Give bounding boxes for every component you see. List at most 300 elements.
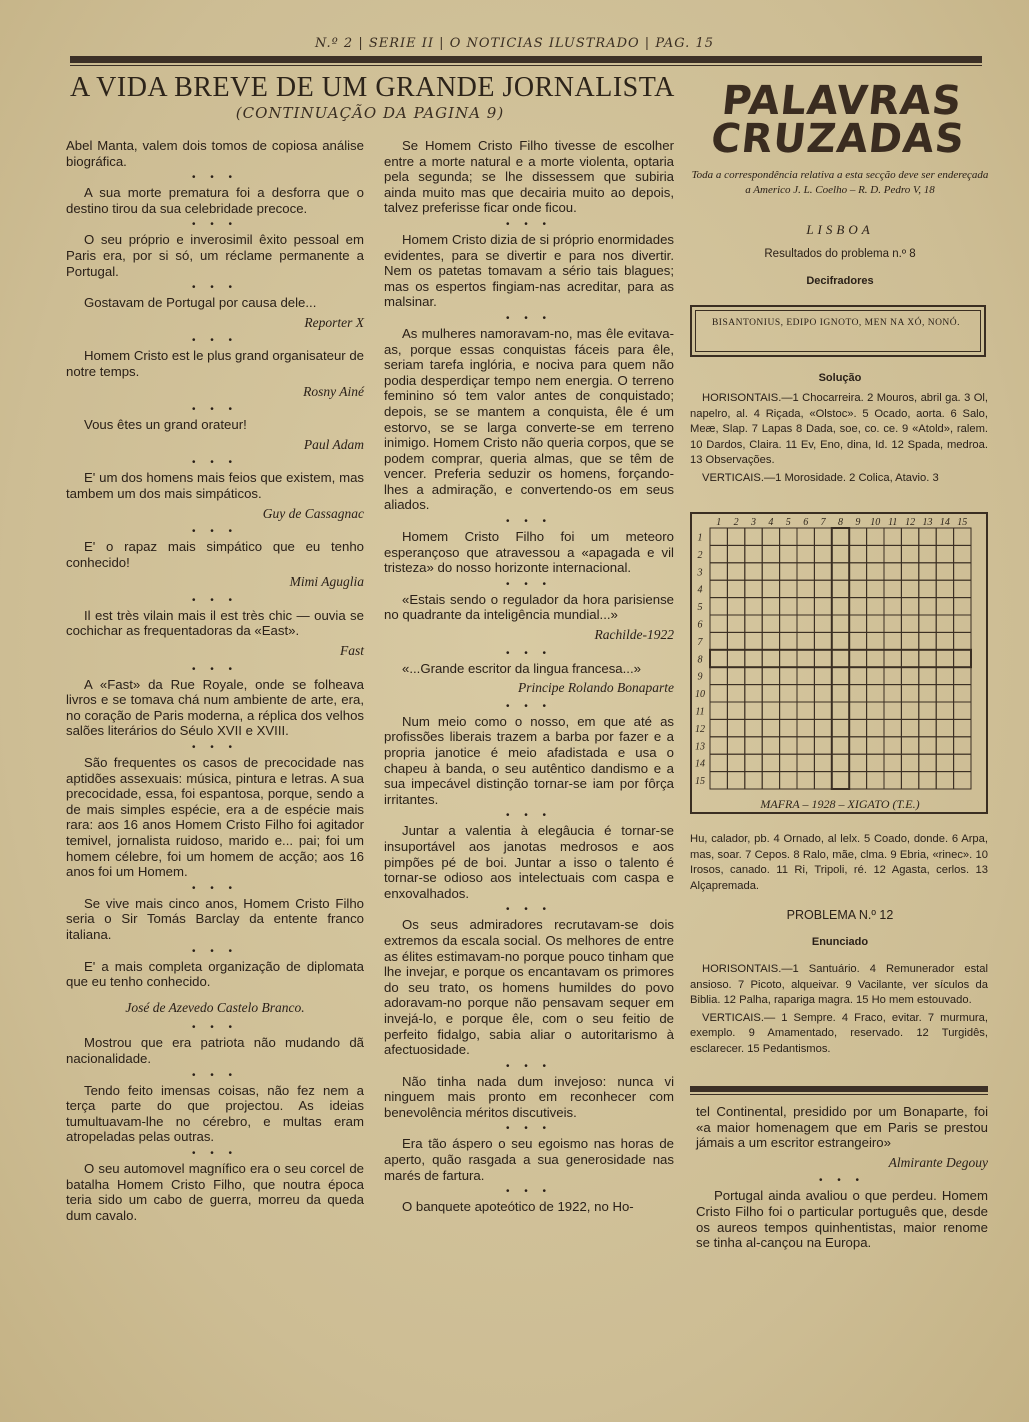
grid-cross-band	[710, 650, 971, 667]
grid-cell	[797, 772, 814, 789]
signature: José de Azevedo Castelo Branco.	[125, 999, 305, 1015]
results-heading: Resultados do problema n.º 8	[764, 248, 916, 260]
grid-cell	[954, 685, 971, 702]
grid-cell	[901, 702, 918, 719]
attribution: Almirante Degouy	[888, 1154, 988, 1170]
separator-dots: • • •	[191, 1069, 239, 1081]
grid-cell	[710, 615, 727, 632]
grid-cell	[762, 702, 779, 719]
paragraph: Abel Manta, valem dois tomos de copiosa análise biográfica.	[66, 138, 364, 169]
grid-cell	[710, 667, 727, 684]
grid-cell	[762, 545, 779, 562]
grid-cell	[710, 580, 727, 597]
grid-cell	[849, 632, 866, 649]
grid-cell	[745, 702, 762, 719]
grid-cell	[762, 737, 779, 754]
grid-cell	[936, 650, 953, 667]
attribution: Rachilde-1922	[594, 627, 674, 643]
grid-row-number: 2	[697, 549, 703, 561]
crossword-city: LISBOA	[806, 222, 874, 237]
grid-cell	[901, 563, 918, 580]
grid-cell	[954, 545, 971, 562]
grid-cell	[884, 719, 901, 736]
grid-row-number: 8	[697, 654, 703, 666]
grid-cell	[780, 632, 797, 649]
separator-dots: • • •	[505, 700, 553, 712]
grid-cell	[762, 667, 779, 684]
grid-cell	[867, 545, 884, 562]
grid-cell	[814, 545, 831, 562]
crossword-title-line2: CRUZADAS	[708, 116, 968, 162]
paragraph: Vous êtes un grand orateur!	[84, 417, 247, 433]
grid-cell	[936, 702, 953, 719]
grid-cell	[780, 528, 797, 545]
paragraph: Homem Cristo est le plus grand organisateur de notre temps.	[66, 348, 365, 379]
grid-cell	[797, 650, 814, 667]
grid-cell	[780, 685, 797, 702]
grid-cell	[936, 632, 953, 649]
grid-cell	[954, 667, 971, 684]
grid-cell	[849, 719, 866, 736]
grid-cell	[884, 737, 901, 754]
attribution: Fast	[339, 643, 364, 659]
grid-cell	[745, 737, 762, 754]
grid-cell	[919, 772, 936, 789]
separator-dots: • • •	[818, 1175, 866, 1187]
grid-cell	[814, 632, 831, 649]
paragraph: Homem Cristo Filho foi um meteoro esperançoso que atravessou a «apagada e vil tristeza» do nosso horizonte internacional.	[384, 529, 674, 576]
grid-row-number: 4	[697, 584, 703, 596]
grid-column-number: 1	[716, 517, 722, 528]
grid-cell	[762, 719, 779, 736]
grid-cell	[849, 580, 866, 597]
grid-cell	[901, 737, 918, 754]
grid-cell	[901, 580, 918, 597]
grid-cell	[814, 685, 831, 702]
grid-cell	[727, 598, 744, 615]
grid-cell	[867, 563, 884, 580]
grid-cell	[884, 615, 901, 632]
separator-dots: • • •	[191, 594, 239, 606]
grid-cell	[710, 754, 727, 771]
grid-column-number: 13	[922, 517, 933, 528]
article-title: A VIDA BREVE DE UM GRANDE JORNALISTA	[70, 72, 675, 103]
grid-cell	[727, 563, 744, 580]
grid-cell	[832, 702, 849, 719]
grid-cell	[867, 719, 884, 736]
grid-cell	[867, 528, 884, 545]
separator-dots: • • •	[505, 516, 553, 528]
grid-cell	[849, 737, 866, 754]
paragraph: Os seus admiradores recrutavam-se dois extremos da escala social. Os melhores de entre as élites estimavam-no porque pouco tinham que lhe invejar, e porque os encantavam os primores do seu trato, os homens humildes do povo adoravam-no porque não pensavam sequer em invejá-lo, e porque êle, com o seu feitio de perfeito fidalgo, sabia aliar o autoritarismo à afectuosidade.	[384, 917, 674, 1058]
grid-cell	[901, 685, 918, 702]
grid-cell	[936, 719, 953, 736]
grid-cell	[710, 702, 727, 719]
attribution: Rosny Ainé	[303, 383, 364, 399]
grid-cell	[727, 615, 744, 632]
separator-dots: • • •	[191, 882, 239, 894]
grid-cell	[867, 632, 884, 649]
grid-cell	[797, 580, 814, 597]
grid-cell	[832, 772, 849, 789]
grid-cell	[780, 580, 797, 597]
separator-dots: • • •	[191, 742, 239, 754]
grid-cell	[901, 772, 918, 789]
grid-cell	[797, 528, 814, 545]
grid-cell	[849, 615, 866, 632]
grid-cell	[884, 632, 901, 649]
grid-cell	[954, 615, 971, 632]
grid-cell	[727, 754, 744, 771]
grid-cell	[936, 772, 953, 789]
paragraph: Tendo feito imensas coisas, não fez nem a terça parte do que projectou. As ideias tumultuavam-lhe no cérebro, e multas eram atropeladas pelas outras.	[66, 1082, 364, 1145]
attribution: Mimi Aguglia	[289, 574, 364, 590]
grid-cell	[780, 754, 797, 771]
grid-cell	[710, 685, 727, 702]
grid-cell	[727, 772, 744, 789]
grid-cell	[710, 650, 727, 667]
grid-cell	[901, 632, 918, 649]
grid-cell	[710, 545, 727, 562]
grid-cell	[832, 563, 849, 580]
grid-cell	[814, 737, 831, 754]
separator-dots: • • •	[191, 945, 239, 957]
grid-cell	[901, 650, 918, 667]
grid-cell	[780, 545, 797, 562]
grid-cell	[919, 598, 936, 615]
article-subtitle: (CONTINUAÇÃO DA PAGINA 9)	[235, 104, 505, 122]
grid-cell	[814, 615, 831, 632]
grid-cell	[884, 580, 901, 597]
grid-cell	[710, 719, 727, 736]
grid-cell	[797, 615, 814, 632]
separator-dots: • • •	[505, 904, 553, 916]
paragraph: Homem Cristo dizia de si próprio enormidades evidentes, para se divertir e para nos divertir. Nem os patetas tomavam a sério tais blagues; mas os espertos fingiam-nas acreditar, para as malsinar.	[384, 231, 674, 310]
top-rule	[70, 56, 982, 63]
grid-cell	[919, 667, 936, 684]
grid-cell	[727, 702, 744, 719]
grid-row-number: 13	[695, 741, 705, 753]
attribution: Guy de Cassagnac	[262, 505, 364, 521]
grid-cell	[919, 737, 936, 754]
grid-cell	[814, 772, 831, 789]
grid-column-number: 2	[733, 517, 739, 528]
grid-cell	[936, 580, 953, 597]
grid-cell	[849, 650, 866, 667]
grid-cell	[710, 632, 727, 649]
paragraph: Mostrou que era patriota não mudando dã nacionalidade.	[66, 1035, 364, 1066]
grid-cell	[849, 667, 866, 684]
grid-cell	[849, 545, 866, 562]
grid-cell	[849, 754, 866, 771]
problem-horizontals: HORISONTAIS.—1 Santuário. 4 Remunerador estal ansioso. 7 Picoto, alqueivar. 9 Vacilante, ver sículos da Biblia. 12 Palha, rapariga magra. 15 Ho mem estouvado.	[690, 963, 988, 1006]
crossword-title	[686, 78, 994, 162]
grid-cell	[954, 632, 971, 649]
solution-horizontals: HORISONTAIS.—1 Chocarreira. 2 Mouros, abril ga. 3 Ol, napelro, al. 4 Riçada, «Olstoc». 5 Ocado, aorta. 6 Salo, Meæ, Slap. 7 Lapas 8 Dada, soe, co. ce. 9 «Atold», ralem. 10 Dardos, Claira. 11 Ev, Eno, dina, Id. 12 Spada, medroa. 13 Observações.	[690, 392, 988, 466]
grid-cell	[936, 545, 953, 562]
grid-column-number: 7	[820, 517, 826, 528]
grid-cell	[832, 650, 849, 667]
grid-cell	[901, 545, 918, 562]
problem-subtitle: Enunciado	[811, 936, 869, 948]
grid-row-number: 7	[697, 636, 703, 648]
grid-cell	[849, 528, 866, 545]
grid-column-number: 8	[838, 517, 843, 528]
grid-row-number: 11	[695, 706, 705, 718]
grid-cell	[727, 580, 744, 597]
grid-cell	[954, 580, 971, 597]
grid-cell	[849, 685, 866, 702]
paragraph: Gostavam de Portugal por causa dele...	[84, 295, 317, 311]
grid-cell	[727, 737, 744, 754]
separator-dots: • • •	[191, 1022, 239, 1034]
grid-credit: MAFRA – 1928 – XIGATO (T.E.)	[760, 797, 920, 811]
grid-cell	[727, 545, 744, 562]
attribution: Reporter X	[304, 314, 364, 330]
separator-dots: • • •	[191, 526, 239, 538]
separator-dots: • • •	[191, 219, 239, 231]
grid-cell	[867, 650, 884, 667]
grid-column-number: 9	[855, 517, 861, 528]
grid-cell	[919, 685, 936, 702]
grid-cell	[832, 580, 849, 597]
top-rule-thin	[70, 65, 982, 66]
grid-cell	[867, 598, 884, 615]
separator-dots: • • •	[505, 312, 553, 324]
grid-cell	[745, 650, 762, 667]
grid-cell	[954, 754, 971, 771]
grid-cell	[762, 563, 779, 580]
grid-column-number: 4	[768, 517, 774, 528]
grid-cell	[936, 737, 953, 754]
grid-cell	[710, 563, 727, 580]
grid-cell	[901, 598, 918, 615]
grid-cell	[936, 615, 953, 632]
grid-cell	[954, 563, 971, 580]
grid-cell	[745, 598, 762, 615]
grid-cell	[780, 667, 797, 684]
grid-frame	[691, 513, 987, 813]
paragraph: O seu automovel magnífico era o seu corcel de batalha Homem Cristo Filho, que noutra época teria sido um cabo de guerra, morreu da queda dum cavalo.	[66, 1160, 364, 1223]
grid-cell	[814, 598, 831, 615]
paragraph: O banquete apoteótico de 1922, no Ho-	[402, 1199, 634, 1215]
grid-cell	[745, 667, 762, 684]
grid-cell	[797, 702, 814, 719]
paragraph: «Estais sendo o regulador da hora parisiense no quadrante da inteligência mundial...»	[384, 591, 674, 623]
separator-dots: • • •	[505, 1123, 553, 1135]
grid-cell	[919, 719, 936, 736]
grid-cell	[849, 563, 866, 580]
grid-cell	[780, 737, 797, 754]
article-column-middle	[384, 138, 674, 1219]
grid-cell	[745, 545, 762, 562]
grid-cell	[745, 563, 762, 580]
grid-cell	[832, 667, 849, 684]
grid-cell	[797, 632, 814, 649]
grid-cell	[780, 772, 797, 789]
paragraph: E' um dos homens mais feios que existem, mas tambem um dos mais simpáticos.	[66, 470, 364, 501]
paragraph: Não tinha nada dum invejoso: nunca vi ninguem mais pronto em reconhecer com benevolência méritos discutiveis.	[384, 1073, 674, 1120]
grid-cell	[884, 528, 901, 545]
grid-row-number: 10	[695, 689, 705, 701]
separator-dots: • • •	[191, 172, 239, 184]
paragraph: Portugal ainda avaliou o que perdeu. Homem Cristo Filho foi o particular português que, desde os aureos tempos quinhentistas, maior renome se tinha al-cançou na Europa.	[696, 1188, 988, 1251]
grid-cell	[762, 754, 779, 771]
attribution: Principe Rolando Bonaparte	[518, 680, 674, 696]
grid-cell	[814, 667, 831, 684]
grid-cell	[884, 685, 901, 702]
grid-cell	[762, 580, 779, 597]
paragraph: Se Homem Cristo Filho tivesse de escolher entre a morte natural e a morte violenta, optaria pela segunda; se lhe dissessem que subiria ainda muito mas que decairia muito ao depois, talvez preferisse ficar onde ficou.	[384, 138, 674, 216]
paragraph: Juntar a valentia à elegâucia é tornar-se insuportável aos janotas medrosos e aos pimpões pé de boi. Juntar a isso o talento é tornar-se odioso aos intelectuais com caspa e enxovalhados.	[384, 823, 674, 901]
problem-clues	[690, 962, 988, 1059]
grid-cell	[745, 528, 762, 545]
grid-cell	[832, 685, 849, 702]
grid-cell	[901, 615, 918, 632]
grid-cell	[780, 563, 797, 580]
grid-row-number: 1	[697, 532, 703, 544]
grid-row-number: 14	[695, 758, 705, 770]
grid-cell	[727, 650, 744, 667]
grid-cell	[780, 615, 797, 632]
grid-cell	[814, 580, 831, 597]
grid-cell	[797, 563, 814, 580]
section-rule-thin	[690, 1094, 988, 1095]
grid-cell	[762, 615, 779, 632]
grid-cell	[797, 737, 814, 754]
grid-row-numbers	[695, 533, 705, 788]
grid-cell	[884, 772, 901, 789]
grid-cell	[867, 754, 884, 771]
grid-cell	[954, 702, 971, 719]
grid-cell	[780, 702, 797, 719]
grid-cell	[710, 737, 727, 754]
solution-text	[690, 391, 988, 488]
grid-cell	[919, 545, 936, 562]
grid-cell	[710, 598, 727, 615]
grid-row-number: 6	[697, 619, 703, 631]
grid-cell	[780, 650, 797, 667]
grid-cell	[832, 754, 849, 771]
grid-row-number: 3	[697, 567, 703, 579]
grid-cell	[936, 598, 953, 615]
grid-row-number: 5	[697, 602, 703, 614]
grid-cells	[710, 528, 971, 789]
separator-dots: • • •	[191, 663, 239, 675]
grid-cell	[727, 632, 744, 649]
paragraph: Era tão áspero o seu egoismo nas horas de aperto, quão rasgada a sua generosidade nas marés de fartura.	[384, 1136, 674, 1183]
grid-cell	[814, 702, 831, 719]
problem-title: PROBLEMA N.º 12	[786, 908, 894, 922]
grid-cell	[919, 563, 936, 580]
grid-row-number: 9	[697, 671, 703, 683]
grid-column-number: 10	[870, 517, 881, 528]
grid-cell	[919, 528, 936, 545]
grid-cell	[797, 598, 814, 615]
grid-cell	[919, 754, 936, 771]
decifradores-box	[690, 305, 986, 357]
separator-dots: • • •	[505, 1186, 553, 1198]
paragraph: A «Fast» da Rue Royale, onde se folheava livros e se tomava chá num ambiente de arte, era, no coração de Paris moderna, a réplica dos velhos salões literários do Séulo XVII e XVIII.	[66, 676, 364, 739]
separator-dots: • • •	[191, 457, 239, 469]
grid-cell	[919, 615, 936, 632]
grid-cell	[745, 772, 762, 789]
grid-cell	[867, 580, 884, 597]
grid-column-number: 5	[785, 517, 791, 528]
grid-column-number: 3	[751, 517, 756, 528]
grid-cell	[797, 545, 814, 562]
grid-cell	[762, 528, 779, 545]
grid-cell	[936, 528, 953, 545]
grid-cell	[936, 685, 953, 702]
grid-cell	[727, 667, 744, 684]
grid-cell	[727, 528, 744, 545]
grid-cell	[762, 650, 779, 667]
paragraph: E' a mais completa organização de diplomata que eu tenho conhecido.	[66, 958, 364, 990]
grid-cell	[745, 754, 762, 771]
separator-dots: • • •	[191, 404, 239, 416]
separator-dots: • • •	[505, 647, 553, 659]
grid-cell	[849, 702, 866, 719]
separator-dots: • • •	[505, 1060, 553, 1072]
grid-cell	[727, 685, 744, 702]
grid-cell	[745, 719, 762, 736]
grid-cell	[797, 685, 814, 702]
separator-dots: • • •	[505, 810, 553, 822]
grid-cell	[919, 632, 936, 649]
grid-cell	[832, 528, 849, 545]
grid-cell	[797, 754, 814, 771]
grid-cell	[710, 528, 727, 545]
paragraph: Se vive mais cinco anos, Homem Cristo Filho seria o Sir Tomás Barclay da entente franco italiana.	[66, 895, 364, 942]
grid-row-number: 15	[695, 776, 705, 788]
grid-cell	[867, 615, 884, 632]
grid-cell	[849, 598, 866, 615]
solution-heading: Solução	[818, 372, 862, 384]
grid-cell	[901, 719, 918, 736]
paragraph: Il est très vilain mais il est très chic — ouvia se cochichar as frequentadoras da «East».	[66, 607, 364, 639]
page-folio: N.º 2 | SERIE II | O NOTICIAS ILUSTRADO | PAG. 15	[315, 36, 714, 51]
paragraph: A sua morte prematura foi a desforra que o destino tirou da sua celebridade precoce.	[66, 185, 364, 216]
grid-cell	[814, 650, 831, 667]
grid-cell	[762, 685, 779, 702]
grid-cell	[832, 598, 849, 615]
grid-cell	[832, 632, 849, 649]
grid-cell	[954, 650, 971, 667]
grid-cell	[832, 737, 849, 754]
problem-verticals: VERTICAIS.— 1 Sempre. 4 Fraco, evitar. 7 murmura, exemplo. 9 Amamentado, reservado. 12 Turgidês, esclarecer. 15 Pedantismos.	[690, 1011, 988, 1055]
grid-cell	[867, 685, 884, 702]
grid-cell	[919, 702, 936, 719]
paragraph: tel Continental, presidido por um Bonaparte, foi «a maior homenagem que em Paris se prestou jámais a um escritor estrangeiro»	[696, 1104, 988, 1151]
grid-cell	[901, 528, 918, 545]
crossword-note: Toda a correspondência relativa a esta secção deve ser endereçada a Americo J. L. Coelho – R. D. Pedro V, 18	[691, 169, 989, 196]
grid-cell	[901, 754, 918, 771]
paragraph: Num meio como o nosso, em que até as profissões liberais trazem a barba por fazer e a propria janotice é meio afadistada e usa o chapeu à banda, o seu autêntico dandismo e a sua impecável distinção tornar-se iam por fôrça irritantes.	[384, 713, 674, 807]
grid-cell	[762, 598, 779, 615]
grid-cell	[954, 598, 971, 615]
grid-cell	[710, 772, 727, 789]
grid-column-number: 12	[905, 517, 916, 528]
section-rule	[690, 1086, 988, 1092]
paragraph: O seu próprio e inverosimil êxito pessoal em Paris era, por si só, um réclame permanente a Portugal.	[66, 232, 364, 279]
decifradores-names: BISANTONIUS, EDIPO IGNOTO, MEN NA XÓ, NONÓ.	[711, 318, 961, 328]
grid-column-number: 14	[939, 517, 950, 528]
grid-cell	[832, 719, 849, 736]
grid-cell	[832, 545, 849, 562]
grid-cell	[867, 772, 884, 789]
article-column-left	[66, 138, 364, 1227]
